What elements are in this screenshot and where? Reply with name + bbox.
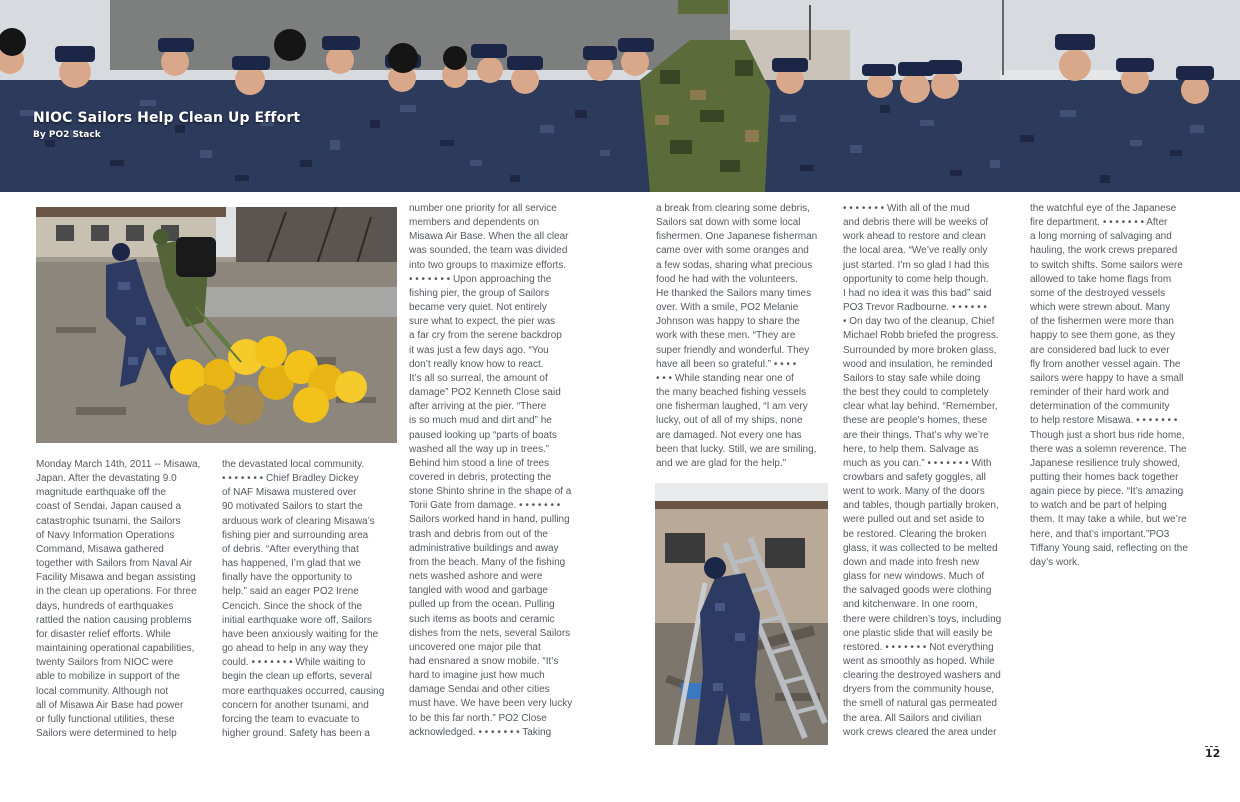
ladder-photo-illustration [655,483,828,745]
article-column-5: • • • • • • • With all of the mud and debris there will be weeks of work ahead to restore and clean the local area. “We’ve really only just started. I’m so glad I had this opportunity to come help though. I had no idea it was this bad” said PO3 Trevor Radbourne. • • • • • • • On day two of the cleanup, Chief Michael Robb briefed the progress. Surrounded by more broken glass, wood and insulation, he reminded Sailors to stay safe while doing the best they could to completely clear what lay behind. “Remember, these are people’s homes, these are their things. That’s why we’re here, to help them. Salvage as much as you can.” • • • • • • • With crowbars and safety goggles, all went to work. Many of the doors and tables, though partially broken, were pulled out and set aside to be restored. Clearing the broken glass, it was collected to be melted down and made into fresh new glass for new windows. Much of the salvaged goods were clothing and kitchenware. In one room, there were children’s toys, including one plastic slide that will easily be restored. • • • • • • • Not everything went as smoothly as hoped. While clearing the destroyed washers and dryers from the community house, the smell of natural gas permeated the area. All Sailors and civilian work crews cleared the area under [843,203,1002,738]
buoys-photo-illustration [36,207,397,443]
hero-photo-illustration [0,0,1240,192]
article-column-1: Monday March 14th, 2011 -- Misawa, Japan. After the devastating 9.0 magnitude earthquake off the coast of Sendai, Japan caused a catastrophic tsunami, the Sailors of Navy Information Operations Command, Misawa gathered together with Sailors from Naval Air Facility Misawa and began assisting in the clean up operations. For three days, hundreds of earthquakes rattled the nation causing problems for disaster relief efforts. While maintaining operational capabilities, twenty Sailors from NIOC were able to mobilize in support of the local community. Although not all of Misawa Air Base had power or fully functional utilities, these Sailors were determined to help [36,459,201,739]
photo-sailor-hauling-buoys [36,207,397,443]
article-byline: By PO2 Stack [33,130,101,140]
article-column-4: a break from clearing some debris, Sailors sat down with some local fishermen. One Japanese fisherman came over with some oranges and a few sodas, sharing what precious food he had with the volunteers. He thanked the Sailors many times over. With a smile, PO2 Melanie Johnson was happy to share the work with these men. “They are super friendly and wonderful. They have all been so grateful.” • • • • • • • While standing near one of the many beached fishing vessels one fisherman laughed, “I am very lucky, out of all of my ships, none are damaged. Not every one has been that lucky. Still, we are smiling, and we are glad for the help.” [656,203,818,469]
page-number: 12 [1205,747,1221,760]
article-title: NIOC Sailors Help Clean Up Effort [33,110,301,126]
article-column-2: the devastated local community. • • • • • • • Chief Bradley Dickey of NAF Misawa mustered over 90 motivated Sailors to start the arduous work of clearing Misawa’s fishing pier and surrounding area of debris. “After everything that has happened, I’m glad that we finally have the opportunity to help.” said an eager PO2 Irene Cencich. Since the shock of the initial earthquake wore off, Sailors have been anxiously waiting for the go ahead to help in any way they could. • • • • • • • While waiting to begin the clean up efforts, several more earthquakes occurred, causing concern for another tsunami, and forcing the team to evacuate to higher ground. Safety has been a [222,459,385,739]
article-column-6: the watchful eye of the Japanese fire department. • • • • • • • After a long morning of salvaging and hauling, the work crews prepared to switch shifts. Some sailors were allowed to take home flags from some of the destroyed vessels which were strewn about. Many of the fishermen were more than happy to see them gone, as they are considered bad luck to ever fly from another vessel again. The sailors were happy to have a small reminder of their hard work and determination of the community to help restore Misawa. • • • • • • • Though just a short bus ride home, there was a solemn reverence. The Japanese resilience truly showed, putting their homes back together again piece by piece. “It’s amazing to watch and be part of helping them. It may take a while, but we’re here, and that’s important.”PO3 Tiffany Young said, reflecting on the day’s work. [1030,203,1188,568]
hero-photo [0,0,1240,192]
article-column-3: number one priority for all service members and dependents on Misawa Air Base. When the all clear was sounded, the team was divided into two groups to maximize efforts. • • • • • • • Upon approaching the fishing pier, the group of Sailors became very quiet. Not entirely sure what to expect, the pier was a far cry from the serene backdrop it was just a few days ago. “You don’t really know how to react. It’s all so surreal, the amount of damage” PO2 Kenneth Close said after arriving at the pier. “There is so much mud and dirt and” he paused looking up “parts of boats washed all the way up in trees.” Behind him stood a line of trees covered in debris, protecting the stone Shinto shrine in the shape of a Torii Gate from damage. • • • • • • • Sailors worked hand in hand, pulling trash and debris from out of the administrative buildings and away from the beach. Many of the fishing nets washed ashore and were tangled with wood and garbage pulled up from the ocean. Pulling such items as boots and ceramic dishes from the nets, several Sailors uncovered one major pile that had ensnared a snow mobile. “It’s hard to imagine just how much damage Sendai and other cities must have. We have been very lucky to be this far north.” PO2 Close acknowledged. • • • • • • • Taking [409,203,573,738]
photo-sailor-with-ladder [655,483,828,745]
